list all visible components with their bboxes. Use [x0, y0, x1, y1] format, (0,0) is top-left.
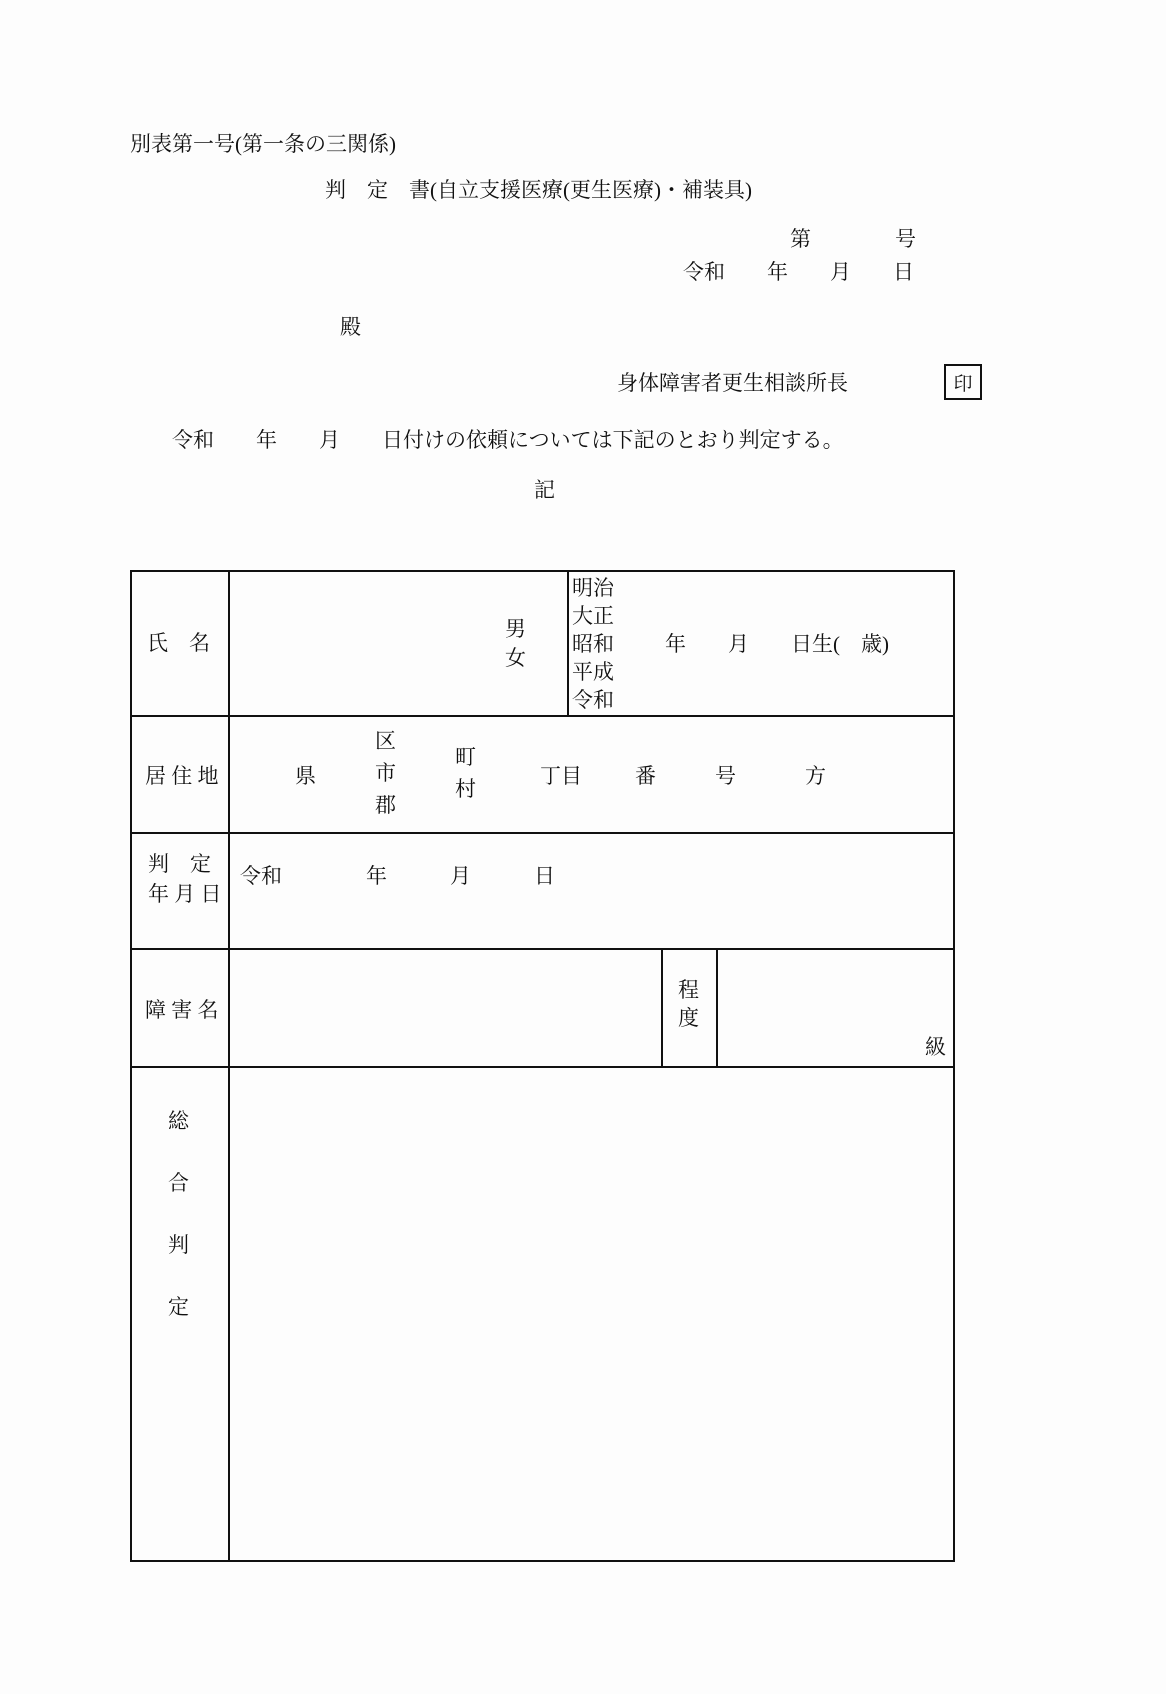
label-column-divider	[228, 572, 230, 1560]
residence-gun: 郡	[375, 793, 396, 817]
disability-label: 障 害 名	[145, 998, 219, 1022]
seal-box	[944, 364, 982, 400]
row-divider-1	[132, 715, 953, 717]
era-meiji: 明治	[572, 576, 614, 600]
overall-label-sou: 総	[168, 1109, 189, 1133]
name-label: 氏 名	[147, 631, 210, 655]
grade-suffix: 級	[925, 1035, 946, 1059]
addressee-dono: 殿	[340, 315, 361, 339]
residence-cho: 町	[455, 745, 476, 769]
sex-male-option: 男	[505, 617, 526, 641]
row-divider-4	[132, 1066, 953, 1068]
judgment-date-label-line1: 判 定	[148, 852, 211, 876]
issuer-title: 身体障害者更生相談所長	[617, 371, 848, 395]
judgment-date-label-line2: 年 月 日	[148, 882, 222, 906]
assessment-table	[130, 570, 955, 1562]
document-number-line: 第 号	[790, 227, 916, 251]
degree-column-left-divider	[661, 948, 663, 1066]
overall-label-han: 判	[168, 1233, 189, 1257]
residence-ban: 番	[635, 764, 656, 788]
residence-pref: 県	[295, 764, 316, 788]
row-divider-3	[132, 948, 953, 950]
residence-label: 居 住 地	[145, 764, 219, 788]
residence-son: 村	[455, 777, 476, 801]
degree-column-right-divider	[716, 948, 718, 1066]
sex-female-option: 女	[505, 646, 526, 670]
overall-label-tei: 定	[168, 1295, 189, 1319]
era-showa: 昭和	[572, 632, 614, 656]
degree-label-top: 程	[678, 978, 699, 1002]
era-taisho: 大正	[572, 604, 614, 628]
judgment-date-value: 令和 年 月 日	[240, 864, 555, 888]
era-reiwa: 令和	[572, 688, 614, 712]
residence-ku: 区	[375, 729, 396, 753]
document-date-line: 令和 年 月 日	[683, 260, 914, 284]
overall-label-gou: 合	[168, 1171, 189, 1195]
residence-shi: 市	[375, 761, 396, 785]
degree-label-bottom: 度	[678, 1006, 699, 1030]
form-number-note: 別表第一号(第一条の三関係)	[130, 132, 396, 156]
record-heading: 記	[534, 478, 555, 502]
residence-kata: 方	[805, 764, 826, 788]
birthdate-line: 年 月 日生( 歳)	[665, 632, 889, 656]
document-title: 判 定 書(自立支援医療(更生医療)・補装具)	[325, 178, 752, 202]
residence-chome: 丁目	[540, 764, 582, 788]
row-divider-2	[132, 832, 953, 834]
name-row-divider	[567, 572, 569, 715]
seal-mark: 印	[953, 373, 973, 395]
era-heisei: 平成	[572, 660, 614, 684]
judgment-statement: 令和 年 月 日付けの依頼については下記のとおり判定する。	[172, 428, 844, 452]
residence-go: 号	[715, 764, 736, 788]
